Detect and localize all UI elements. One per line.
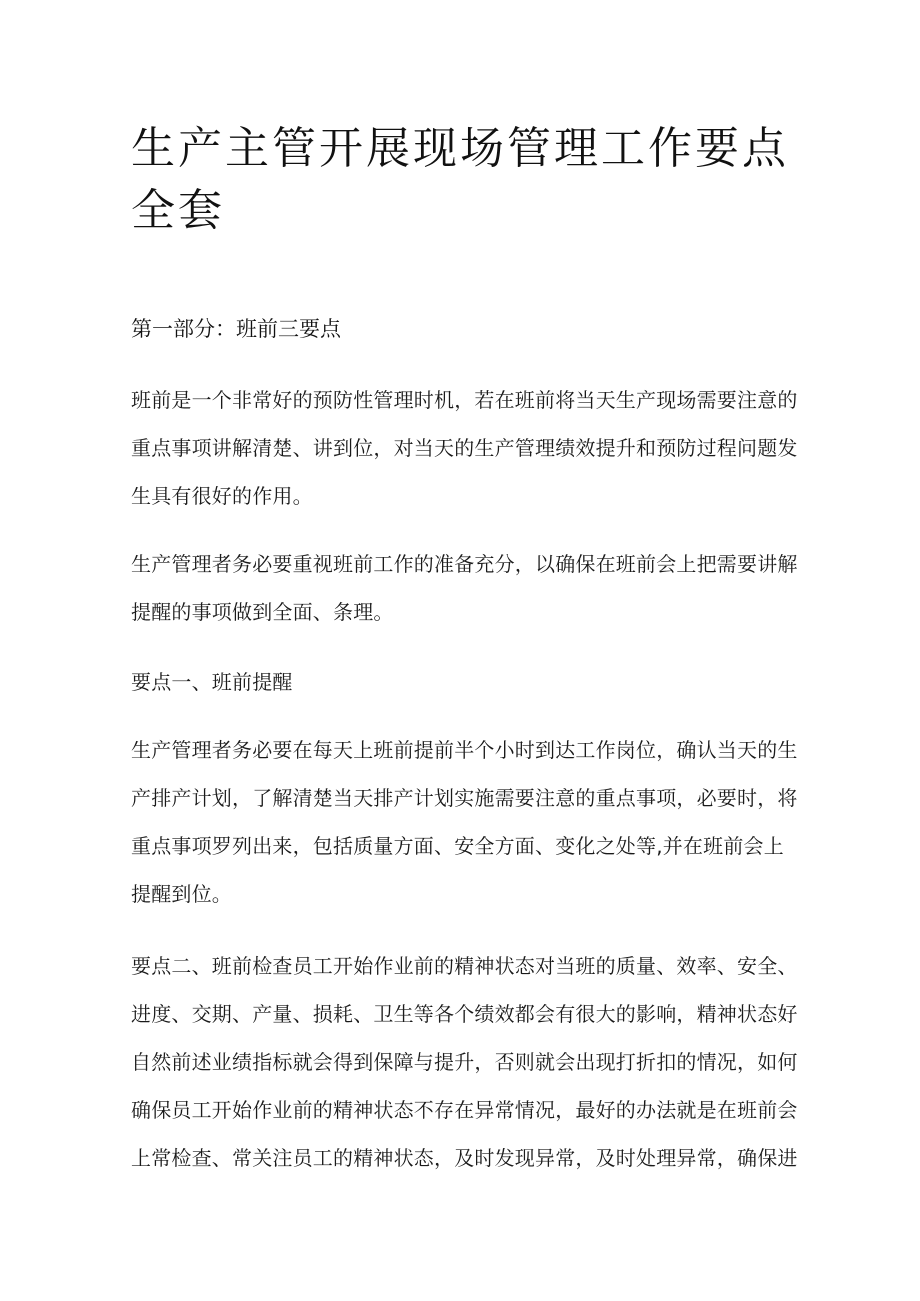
paragraph-preparation: 生产管理者务必要重视班前工作的准备充分，以确保在班前会上把需要讲解提醒的事项做到全面、条理。 [131,552,798,624]
point-one-heading: 要点一、班前提醒 [131,670,293,694]
paragraph-point-one: 生产管理者务必要在每天上班前提前半个小时到达工作岗位，确认当天的生产排产计划，了解清楚当天排产计划实施需要注意的重点事项，必要时，将重点事项罗列出来，包括质量方面、安全方面、变化之处等,并在班前会上提醒到位。 [131,738,798,906]
paragraph-intro: 班前是一个非常好的预防性管理时机，若在班前将当天生产现场需要注意的重点事项讲解清楚、讲到位，对当天的生产管理绩效提升和预防过程问题发生具有很好的作用。 [131,388,798,508]
document-title: 生产主管开展现场管理工作要点全套 [131,123,789,236]
paragraph-point-two: 要点二、班前检查员工开始作业前的精神状态对当班的质量、效率、安全、进度、交期、产量、损耗、卫生等各个绩效都会有很大的影响，精神状态好自然前述业绩指标就会得到保障与提升，否则就会出现打折扣的情况，如何确保员工开始作业前的精神状态不存在异常情况，最好的办法就是在班前会上常检查、常关注员工的精神状态，及时发现异常，及时处理异常，确保进 [131,954,798,1170]
section-heading: 第一部分：班前三要点 [131,317,341,341]
